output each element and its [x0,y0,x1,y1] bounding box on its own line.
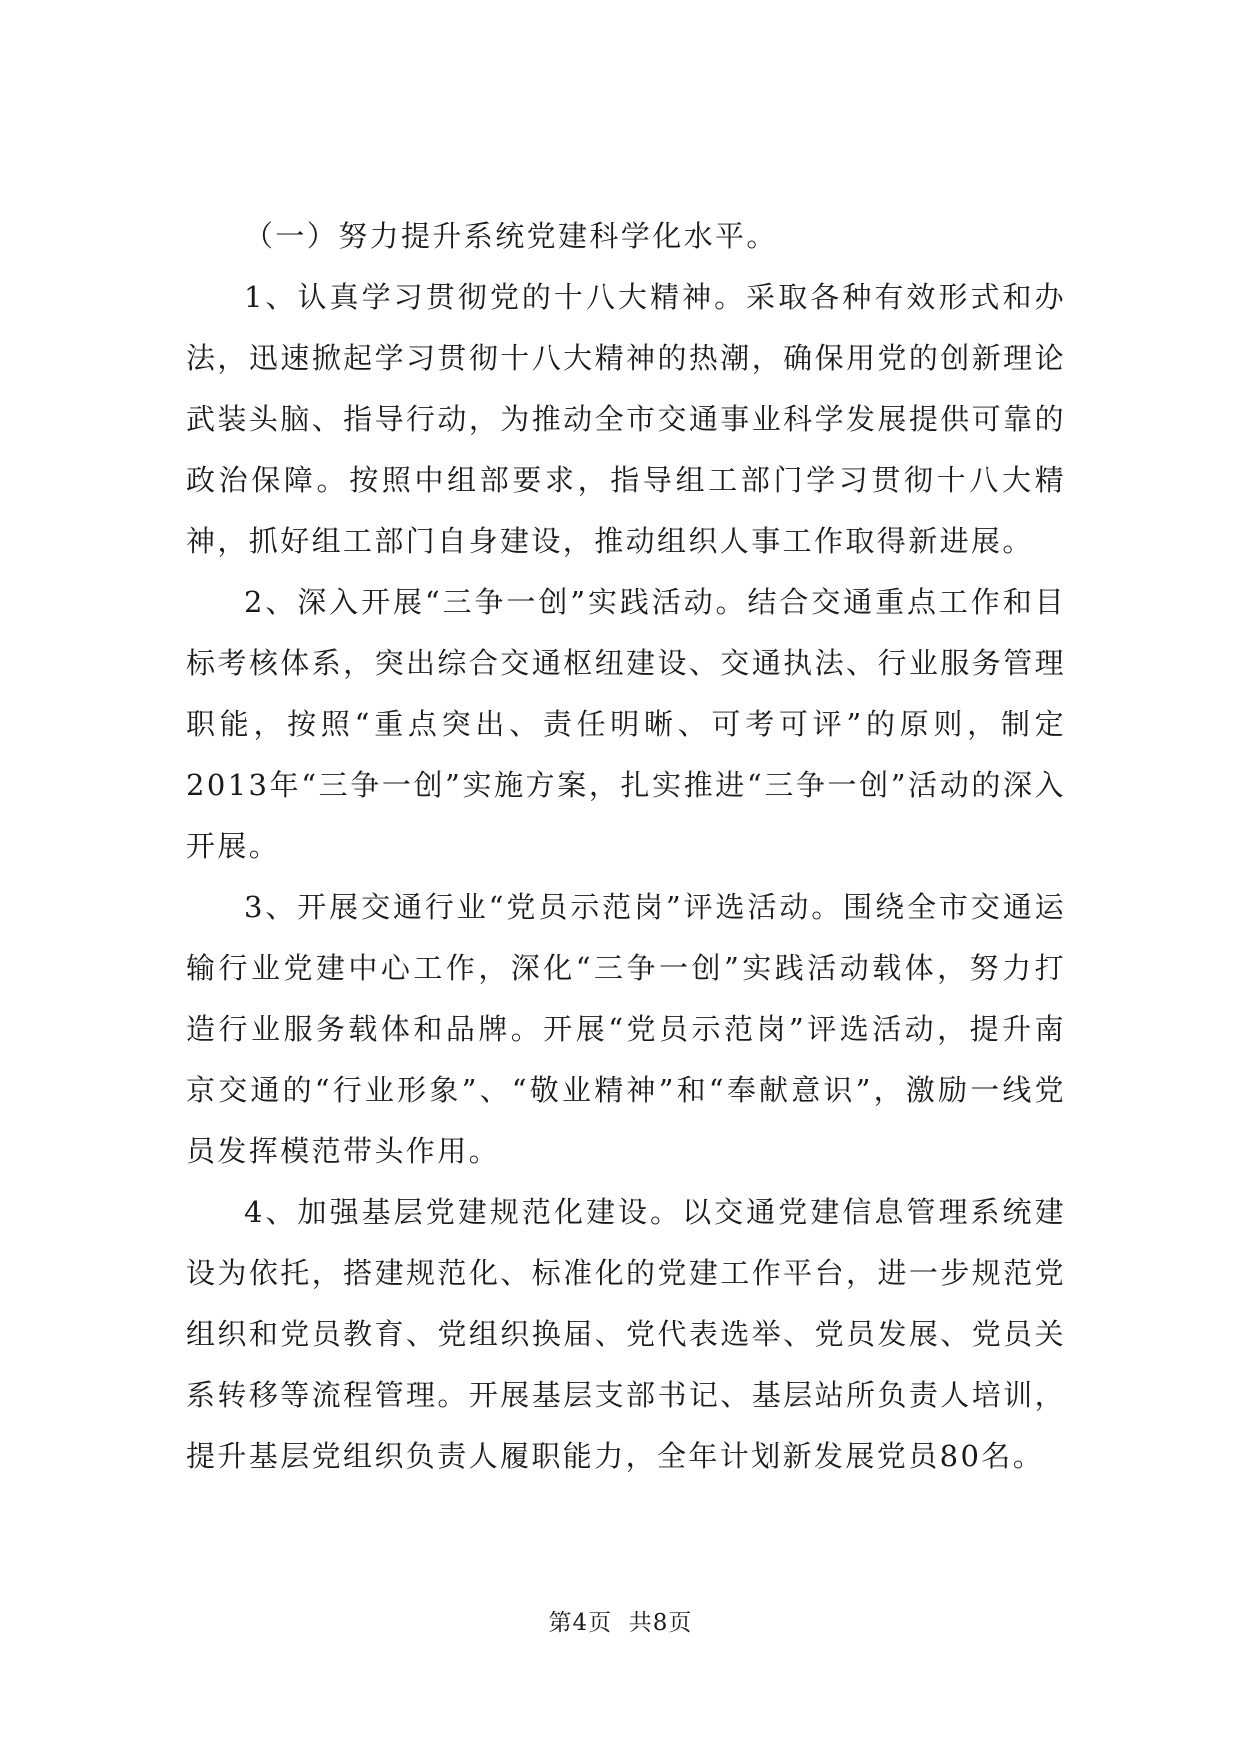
document-body [186,206,1066,1487]
paragraph-4: 4、加强基层党建规范化建设。以交通党建信息管理系统建设为依托，搭建规范化、标准化的党建工作平台，进一步规范党组织和党员教育、党组织换届、党代表选举、党员发展、党员关系转移等流程管理。开展基层支部书记、基层站所负责人培训，提升基层党组织负责人履职能力，全年计划新发展党员80名。 [186,1195,1066,1473]
paragraph-3: 3、开展交通行业“党员示范岗”评选活动。围绕全市交通运输行业党建中心工作，深化“三争一创”实践活动载体，努力打造行业服务载体和品牌。开展“党员示范岗”评选活动，提升南京交通的“行业形象”、“敬业精神”和“奉献意识”，激励一线党员发挥模范带头作用。 [186,890,1066,1168]
paragraph-2: 2、深入开展“三争一创”实践活动。结合交通重点工作和目标考核体系，突出综合交通枢纽建设、交通执法、行业服务管理职能，按照“重点突出、责任明晰、可考可评”的原则，制定2013年“三争一创”实施方案，扎实推进“三争一创”活动的深入开展。 [186,585,1066,863]
page-footer [0,1608,1241,1638]
page-number-label: 第4页 共8页 [548,1610,693,1636]
paragraph-1: 1、认真学习贯彻党的十八大精神。采取各种有效形式和办法，迅速掀起学习贯彻十八大精神的热潮，确保用党的创新理论武装头脑、指导行动，为推动全市交通事业科学发展提供可靠的政治保障。按照中组部要求，指导组工部门学习贯彻十八大精神，抓好组工部门自身建设，推动组织人事工作取得新进展。 [186,280,1066,558]
section-heading: （一）努力提升系统党建科学化水平。 [244,219,778,253]
